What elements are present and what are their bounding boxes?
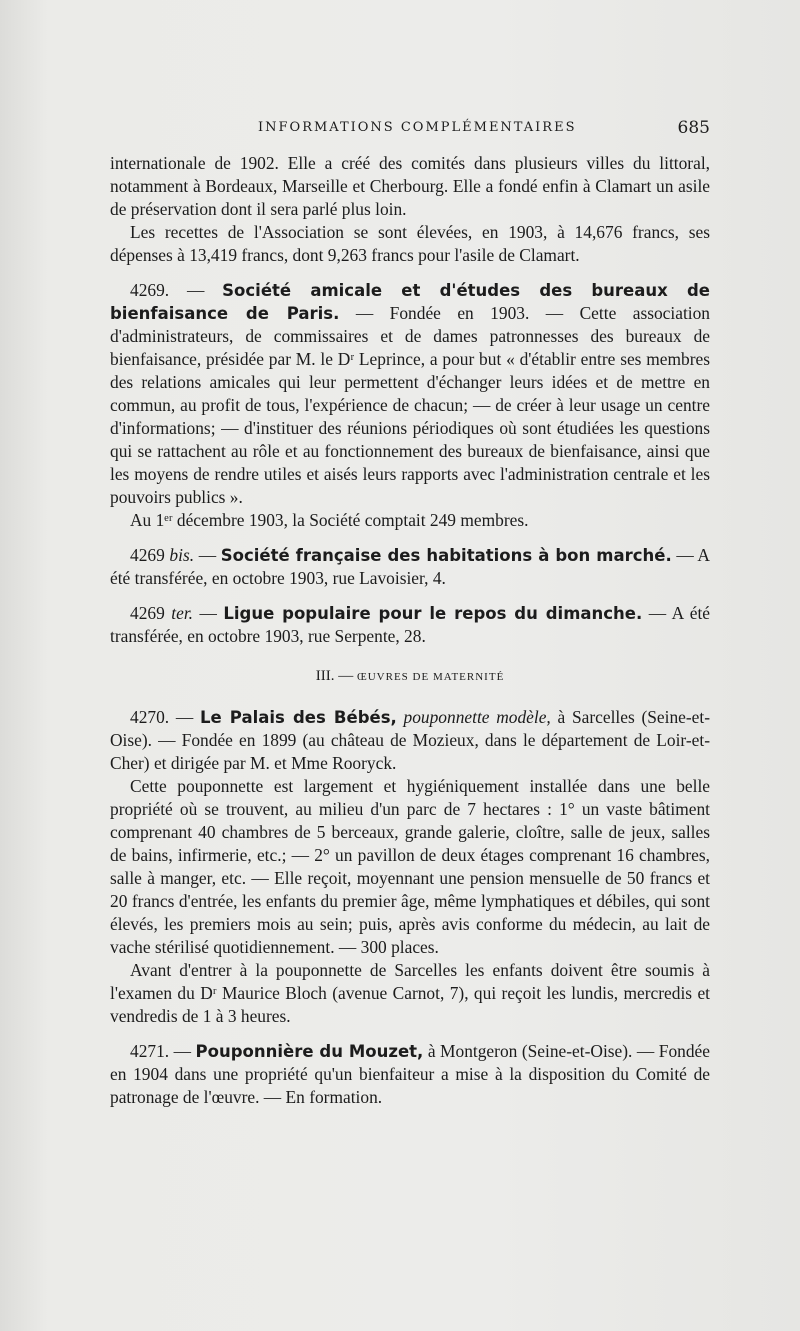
entry-4269-note: Au 1ᵉʳ décembre 1903, la Société comptait 249 membres. — [130, 510, 529, 530]
entry-text: à Montgeron (Seine-et-Oise). — Fondée en 1904 dans une propriété qu'un bienfaiteur a mise à la disposition du Comité de patronage de l'œuvre. — En formation. — [110, 1041, 710, 1107]
entry-text: — A été transférée, en octobre 1903, rue Lavoisier, 4. — [110, 545, 710, 588]
page-number: 685 — [677, 118, 710, 138]
entry-dash: — — [194, 545, 221, 565]
entry-number: 4270. — — [130, 707, 200, 727]
entry-title: Ligue populaire pour le repos du dimanche. — [223, 604, 643, 623]
entry-title: Société française des habitations à bon marché. — [220, 546, 672, 565]
page-header — [110, 118, 710, 140]
entry-title: Pouponnière du Mouzet, — [195, 1042, 424, 1061]
entry-4270 — [110, 706, 710, 775]
entry-title: Le Palais des Bébés, — [199, 708, 397, 727]
entry-number: 4271. — — [130, 1041, 196, 1061]
entry-suffix: ter. — [171, 603, 194, 623]
paragraph-receipts: Les recettes de l'Association se sont élevées, en 1903, à 14,676 francs, ses dépenses à 13,419 francs, dont 9,263 francs pour l'asile de Clamart. — [110, 222, 710, 265]
page-body — [110, 152, 710, 1109]
entry-4269-ter — [110, 602, 710, 648]
entry-subtitle: pouponnette modèle, — [396, 707, 551, 727]
entry-text: — Fondée en 1903. — Cette association d'administrateurs, de commissaires et de dames patronnesses des bureaux de bienfaisance, présidée par M. le Dʳ Leprince, a pour but « d'établir entre ses membres des relations amicales qui leur permettent d'échanger leurs idées et de mettre en commun, au profit de tous, l'expérience de chacun; — de créer à leur usage un centre d'informations; — d'instituer des réunions périodiques où sont étudiées les questions qui se rattachent au rôle et au fonctionnement des bureaux de bienfaisance, ainsi que les moyens de rendre utiles et aisés leurs rapports avec l'administration centrale et les pouvoirs publics ». — [110, 303, 711, 507]
entry-4270-description: Cette pouponnette est largement et hygiéniquement installée dans une belle propriété où se trouvent, au milieu d'un parc de 7 hectares : 1° un vaste bâtiment comprenant 40 chambres de 5 berceaux, grande galerie, cloître, salle de jeux, salles de bains, infirmerie, etc.; — 2° un pavillon de deux étages comprenant 16 chambres, salle à manger, etc. — Elle reçoit, moyennant une pension mensuelle de 50 francs et 20 francs d'entrée, les enfants du premier âge, même lymphatiques et débiles, qui sont élevés, les premiers mois au sein; puis, après avis conforme du médecin, au lait de vache stérilisé quotidiennement. — 300 places. — [110, 776, 710, 957]
entry-number: 4269 — [130, 603, 172, 623]
entry-number: 4269 — [130, 545, 170, 565]
section-title: ŒUVRES DE MATERNITÉ — [356, 671, 505, 683]
entry-4271 — [110, 1040, 710, 1109]
section-heading — [110, 665, 710, 689]
entry-4269-bis — [110, 544, 710, 590]
entry-number: 4269. — — [130, 280, 223, 300]
running-title: INFORMATIONS COMPLÉMENTAIRES — [258, 120, 577, 135]
entry-4269 — [110, 279, 710, 509]
entry-text: — A été transférée, en octobre 1903, rue Serpente, 28. — [110, 603, 710, 646]
entry-suffix: bis. — [169, 545, 195, 565]
entry-text: à Sarcelles (Seine-et-Oise). — Fondée en 1899 (au château de Mozieux, dans le département de Loir-et-Cher) et dirigée par M. et Mme Rooryck. — [110, 707, 711, 773]
entry-4270-admission: Avant d'entrer à la pouponnette de Sarcelles les enfants doivent être soumis à l'examen du Dʳ Maurice Bloch (avenue Carnot, 7), qui reçoit les lundis, mercredis et vendredis de 1 à 3 heures. — [110, 960, 710, 1026]
entry-dash: — — [193, 603, 224, 623]
paragraph-continuation: internationale de 1902. Elle a créé des comités dans plusieurs villes du littoral, notamment à Bordeaux, Marseille et Cherbourg. Elle a fondé enfin à Clamart un asile de préservation dont il sera parlé plus loin. — [110, 153, 710, 219]
section-numeral: III. — — [315, 668, 357, 684]
entry-title: Société amicale et d'études des bureaux de bienfaisance de Paris. — [110, 281, 710, 323]
